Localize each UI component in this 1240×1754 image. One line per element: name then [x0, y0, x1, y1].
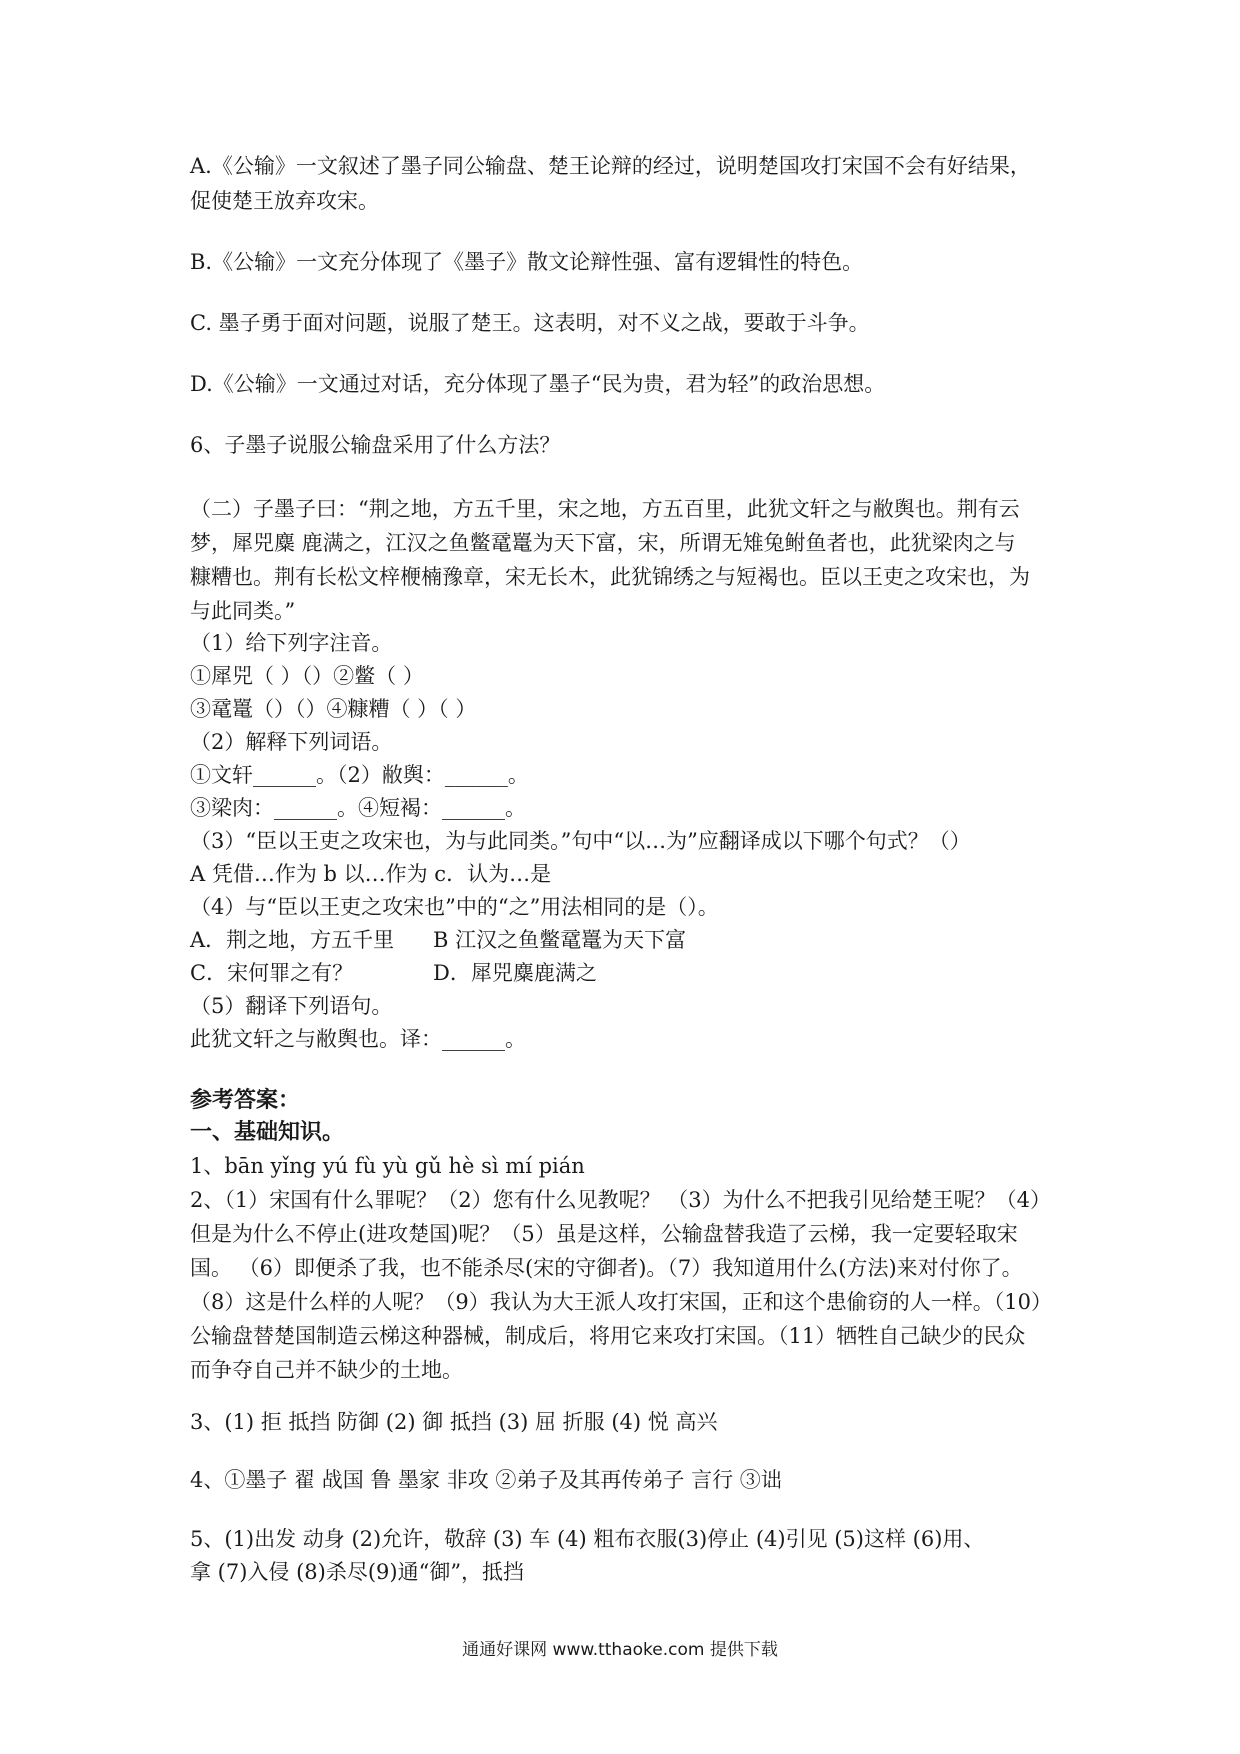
subquestion-5a: 此犹文轩之与敝舆也。译：______。 [190, 1027, 526, 1051]
q5-option-d: D.《公输》一文通过对话，充分体现了墨子“民为贵，君为轻”的政治思想。 [190, 372, 886, 396]
subquestion-1b: ③鼋鼍（）（）④糠糟（ ）（ ） [190, 697, 477, 721]
subquestion-2: （2）解释下列词语。 [190, 730, 393, 754]
passage-line: 梦，犀兕麋 鹿满之，江汉之鱼鳖鼋鼍为天下富，宋，所谓无雉兔鲋鱼者也，此犹梁肉之与 [190, 531, 1016, 555]
q5-option-a: A.《公输》一文叙述了墨子同公输盘、楚王论辩的经过，说明楚国攻打宋国不会有好结果， [190, 154, 1031, 178]
subquestion-4-option-d: D．犀兕麋鹿满之 [433, 961, 597, 985]
answers-section-1: 一、基础知识。 [190, 1120, 345, 1145]
subquestion-4: （4）与“臣以王吏之攻宋也”中的“之”用法相同的是（）。 [190, 895, 719, 919]
subquestion-1a: ①犀兕（ ）（）②鳖（ ） [190, 664, 424, 688]
passage-line: （二）子墨子曰：“荆之地，方五千里，宋之地，方五百里，此犹文轩之与敝舆也。荆有云 [190, 497, 1020, 521]
subquestion-5: （5）翻译下列语句。 [190, 994, 393, 1018]
q5-option-c: C. 墨子勇于面对问题，说服了楚王。这表明，对不义之战，要敢于斗争。 [190, 311, 870, 335]
subquestion-2b: ③梁肉：______。④短褐：______。 [190, 796, 526, 820]
subquestion-3-options: A 凭借…作为 b 以…作为 c．认为…是 [190, 862, 552, 886]
passage-line: 糠糟也。荆有长松文梓楩楠豫章，宋无长木，此犹锦绣之与短褐也。臣以王吏之攻宋也，为 [190, 565, 1030, 589]
answer-3: 3、(1) 拒 抵挡 防御 (2) 御 抵挡 (3) 屈 折服 (4) 悦 高兴 [190, 1410, 718, 1434]
answer-2-cont: 但是为什么不停止(进攻楚国)呢？（5）虽是这样，公输盘替我造了云梯，我一定要轻取宋 [190, 1222, 1018, 1246]
answer-2-cont: （8）这是什么样的人呢？（9）我认为大王派人攻打宋国，正和这个患偷窃的人一样。（10） [190, 1290, 1052, 1314]
q5-option-a-cont: 促使楚王放弃攻宋。 [190, 189, 379, 213]
answer-5-cont: 拿 (7)入侵 (8)杀尽(9)通“御”，抵挡 [190, 1560, 525, 1584]
question-6: 6、子墨子说服公输盘采用了什么方法？ [190, 433, 561, 457]
q5-option-b: B.《公输》一文充分体现了《墨子》散文论辩性强、富有逻辑性的特色。 [190, 250, 864, 274]
answer-2-cont: 而争夺自己并不缺少的土地。 [190, 1358, 463, 1382]
answer-2: 2、（1）宋国有什么罪呢？（2）您有什么见教呢？ （3）为什么不把我引见给楚王呢？（4） [190, 1188, 1051, 1212]
subquestion-3: （3）“臣以王吏之攻宋也，为与此同类。”句中“以…为”应翻译成以下哪个句式？（） [190, 829, 971, 853]
answers-title: 参考答案： [190, 1088, 301, 1113]
answer-5: 5、(1)出发 动身 (2)允许，敬辞 (3) 车 (4) 粗布衣服(3)停止 (4)引见 (5)这样 (6)用、 [190, 1527, 985, 1551]
page-footer: 通通好课网 www.tthaoke.com 提供下载 [462, 1640, 778, 1660]
subquestion-2a: ①文轩______。（2）敝舆：______。 [190, 763, 529, 787]
answer-4: 4、①墨子 翟 战国 鲁 墨家 非攻 ②弟子及其再传弟子 言行 ③诎 [190, 1468, 782, 1492]
answer-2-cont: 公输盘替楚国制造云梯这种器械，制成后，将用它来攻打宋国。（11）牺牲自己缺少的民众 [190, 1324, 1026, 1348]
answer-2-cont: 国。 （6）即便杀了我，也不能杀尽(宋的守御者)。（7）我知道用什么(方法)来对付你了。 [190, 1256, 1023, 1280]
passage-line: 与此同类。” [190, 599, 296, 623]
subquestion-1: （1）给下列字注音。 [190, 631, 393, 655]
subquestion-4-option-a: A．荆之地，方五千里 [190, 928, 395, 952]
subquestion-4-option-c: C．宋何罪之有？ [190, 961, 354, 985]
answer-1: 1、bān yǐng yú fù yù gǔ hè sì mí pián [190, 1154, 585, 1178]
subquestion-4-option-b: B 江汉之鱼鳖鼋鼍为天下富 [433, 928, 687, 952]
